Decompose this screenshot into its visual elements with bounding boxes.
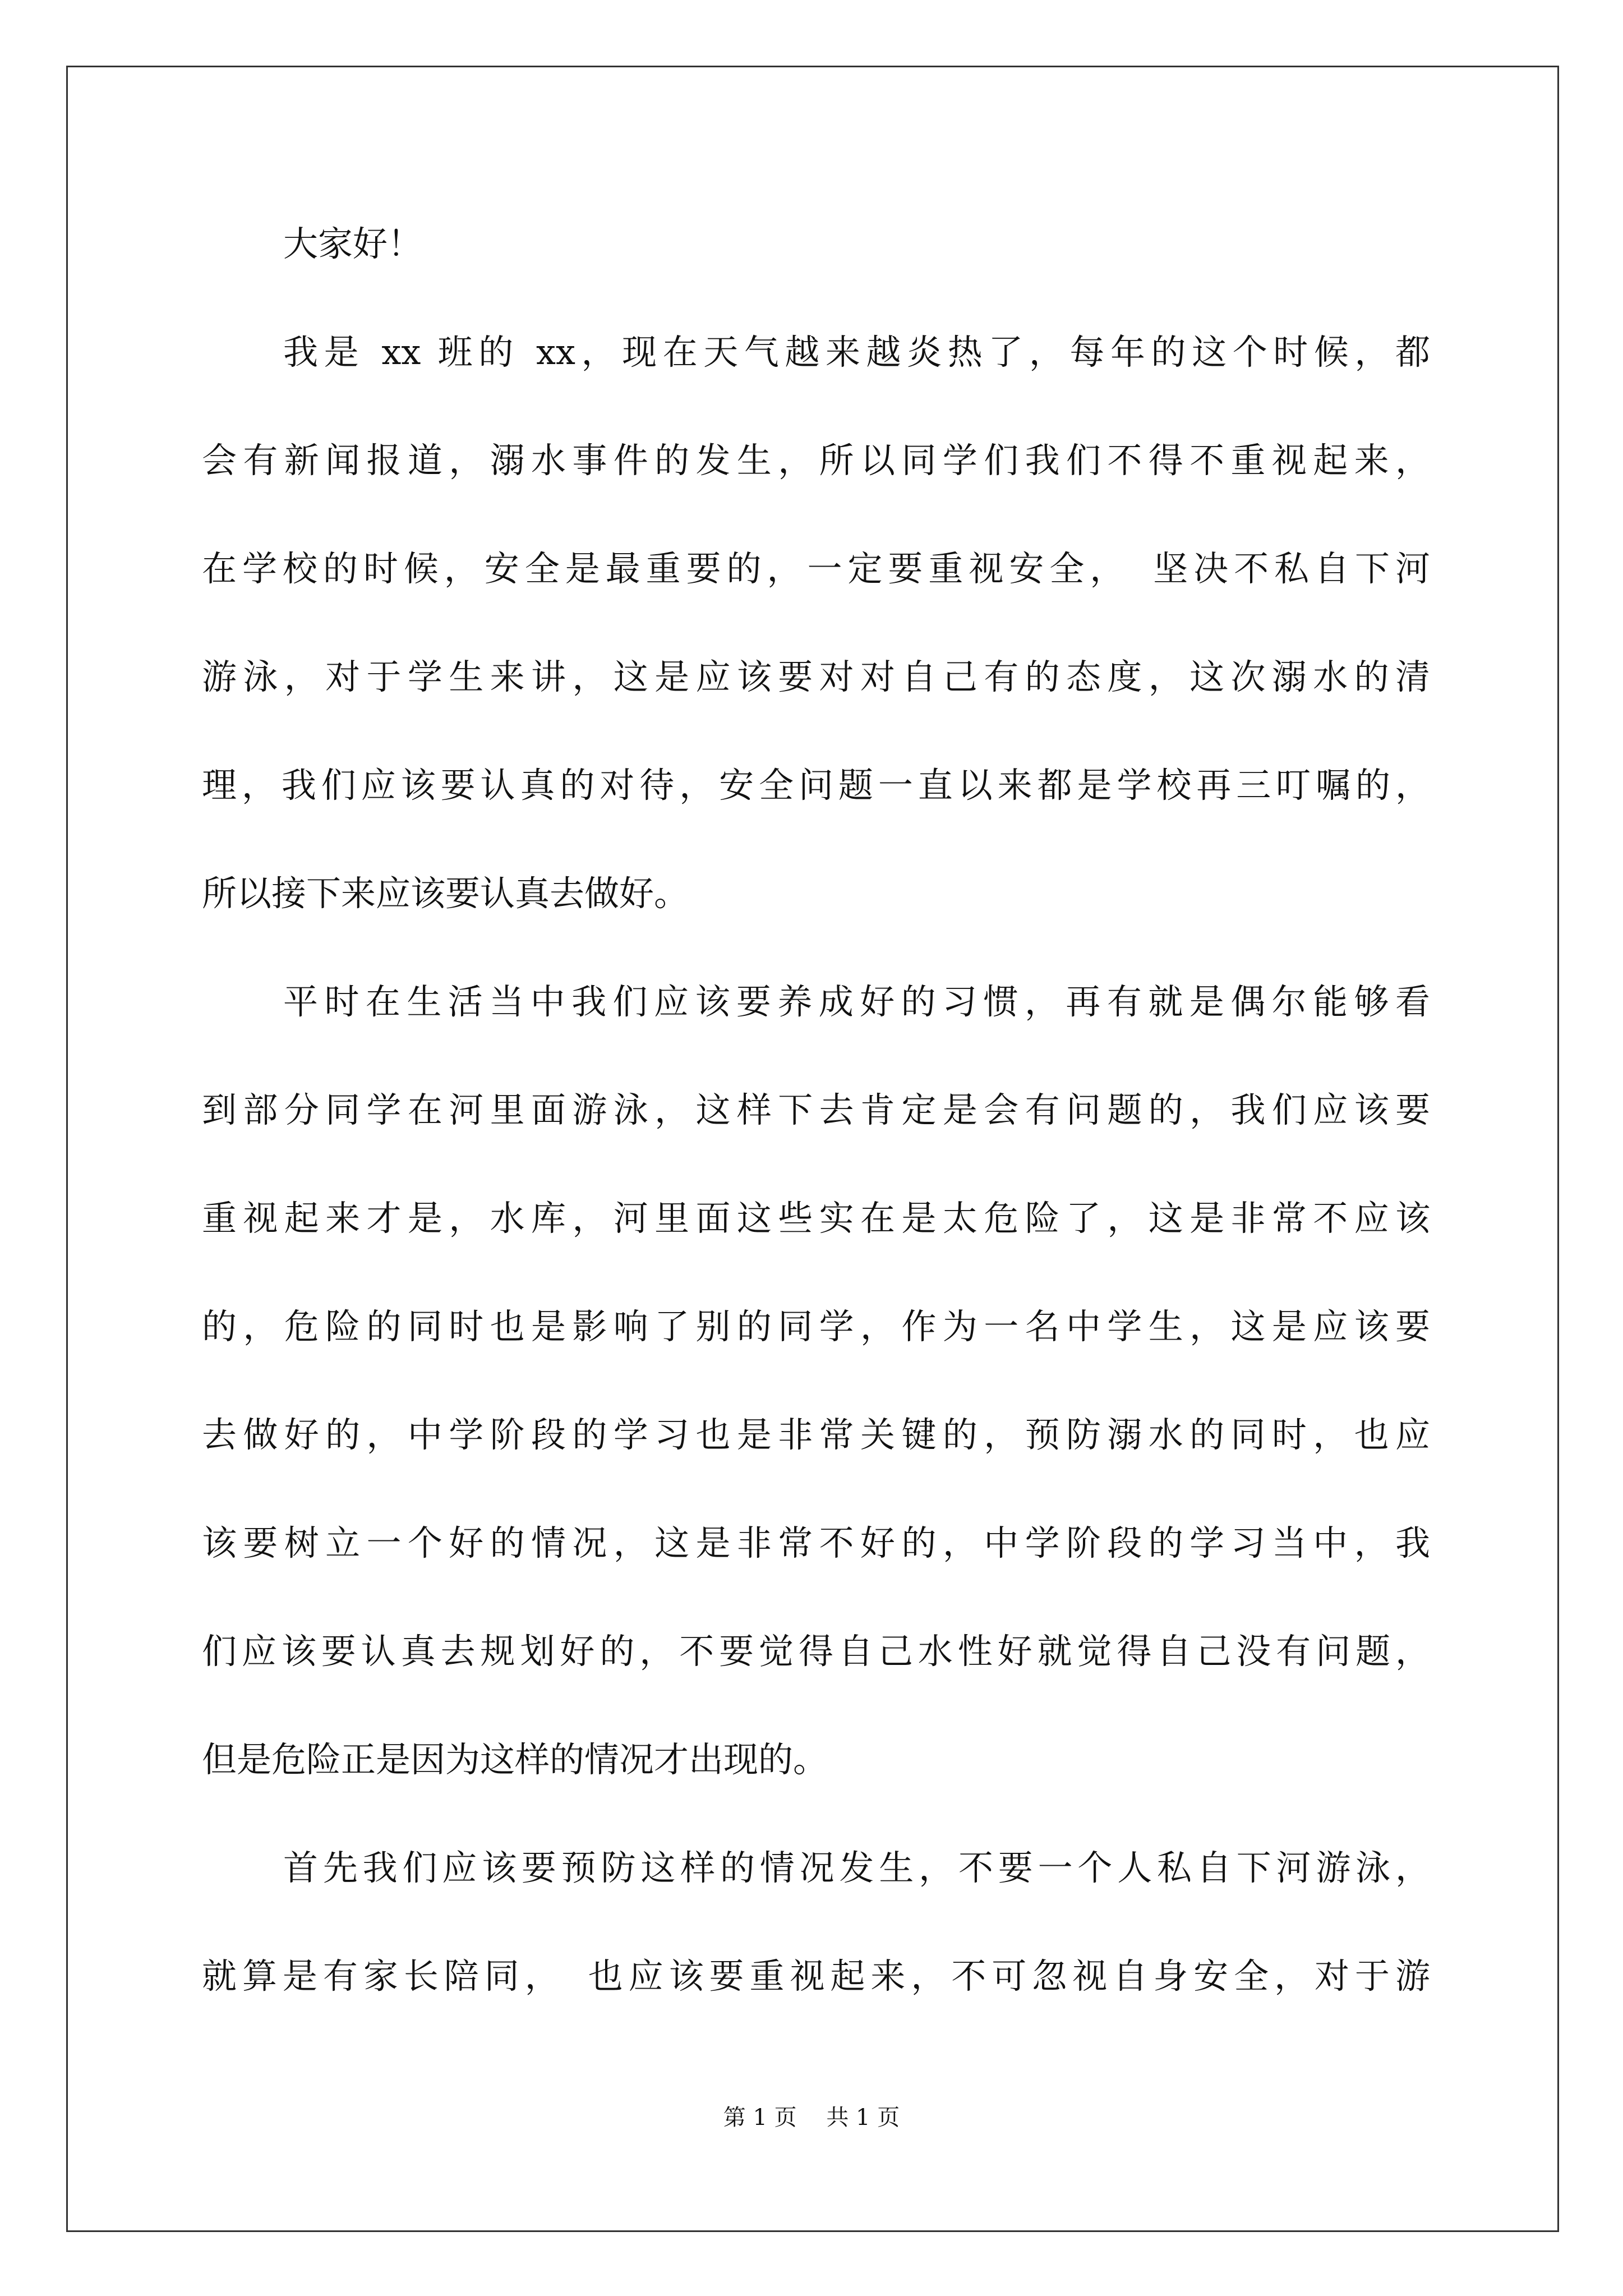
text-line: 该要树立一个好的情况，这是非常不好的，中学阶段的学习当中，我 <box>202 1522 1430 1563</box>
text-line: 会有新闻报道，溺水事件的发生，所以同学们我们不得不重视起来， <box>202 440 1430 481</box>
text-line: 去做好的，中学阶段的学习也是非常关键的，预防溺水的同时，也应 <box>202 1414 1430 1455</box>
text-line: 但是危险正是因为这样的情况才出现的。 <box>202 1739 828 1780</box>
text-line: 重视起来才是，水库，河里面这些实在是太危险了，这是非常不应该 <box>202 1198 1430 1239</box>
text-line: 就算是有家长陪同， 也应该要重视起来，不可忽视自身安全，对于游 <box>202 1955 1430 1996</box>
greeting-line: 大家好！ <box>283 223 423 264</box>
text-line: 平时在生活当中我们应该要养成好的习惯，再有就是偶尔能够看 <box>283 981 1430 1022</box>
text-line: 游泳，对于学生来讲，这是应该要对对自己有的态度，这次溺水的清 <box>202 656 1430 697</box>
page-footer: 第 1 页 共 1 页 <box>723 2105 900 2131</box>
text-line: 首先我们应该要预防这样的情况发生，不要一个人私自下河游泳， <box>283 1847 1430 1888</box>
text-line: 到部分同学在河里面游泳，这样下去肯定是会有问题的，我们应该要 <box>202 1089 1430 1130</box>
page-border <box>66 66 1559 2232</box>
text-line: 我是 xx 班的 xx，现在天气越来越炎热了，每年的这个时候，都 <box>283 332 1430 372</box>
text-line: 所以接下来应该要认真去做好。 <box>202 873 689 914</box>
text-line: 的，危险的同时也是影响了别的同学，作为一名中学生，这是应该要 <box>202 1306 1430 1347</box>
text-line: 在学校的时候，安全是最重要的，一定要重视安全， 坚决不私自下河 <box>202 548 1430 589</box>
text-line: 理，我们应该要认真的对待，安全问题一直以来都是学校再三叮嘱的， <box>202 765 1430 806</box>
text-line: 们应该要认真去规划好的，不要觉得自己水性好就觉得自己没有问题， <box>202 1631 1430 1672</box>
